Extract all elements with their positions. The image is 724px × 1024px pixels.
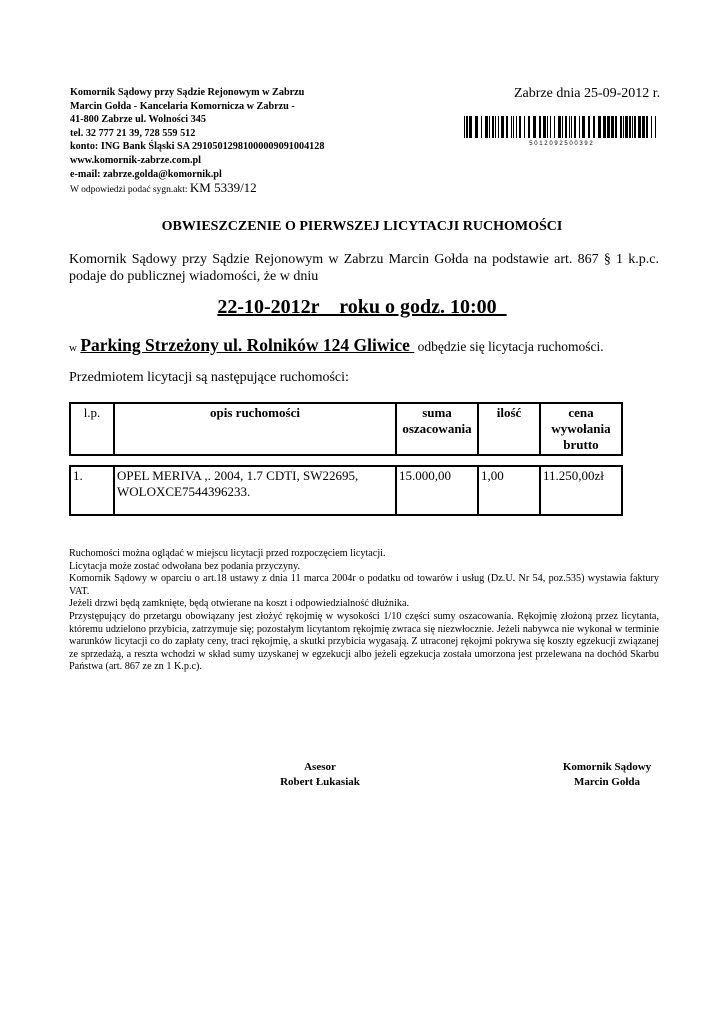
barcode-digits: 5 0 1 2 0 9 2 5 0 0 3 9 2 [529,141,593,146]
items-table-header [69,402,623,456]
barcode-bar [625,116,628,138]
letterhead-line: konto: ING Bank Śląski SA 29105012981000009091004128 [70,141,325,153]
place-prefix: w [69,342,77,354]
barcode-bar [642,116,645,138]
table-row [70,466,622,515]
barcode-bar [638,116,641,138]
barcode-bar [598,116,601,138]
document-date: Zabrze dnia 25-09-2012 r. [514,86,661,101]
barcode-bar [506,116,508,138]
signature-role: Komornik Sądowy [562,761,652,773]
barcode-bar [632,116,633,138]
signature-name: Marcin Gołda [573,776,641,788]
letterhead-line: e-mail: zabrze.golda@komornik.pl [70,168,222,180]
barcode-bar [558,116,561,138]
signature-assessor [230,760,410,790]
barcode [462,114,660,146]
cell-quantity: 1,00 [478,466,540,515]
barcode-bar [646,116,648,138]
signature-bailiff [532,760,682,790]
barcode-bar [501,116,504,138]
barcode-bar [513,116,514,138]
barcode-bar [492,116,494,138]
barcode-bar [543,116,546,138]
barcode-bar [533,116,536,138]
case-number: KM 5339/12 [189,180,257,196]
barcode-bar [565,116,567,138]
cell-price: 11.250,00zł [540,466,622,515]
barcode-bar [634,116,636,138]
barcode-bar [579,116,580,138]
barcode-bar [593,116,595,138]
auction-date-text: 22-10-2012r roku o godz. 10:00 [217,296,507,318]
header-valuation: suma oszacowania [396,403,478,455]
place-suffix: odbędzie się licytacja ruchomości. [417,339,604,354]
note-line: Przystępujący do przetargu obowiązany jest złożyć rękojmię w wysokości 1/10 części sumy oszacowania. Rękojmię złożoną przez licytanta, któremu udzielono przybicia, zatrzymuje się; pozostałym licytantom rękojmię zwraca się niezwłocznie. Jeżeli nabywca nie wykonał w terminie warunków licytacji co do zapłaty ceny, traci rękojmię, a skutki przybicia wygasają. Z utraconej rękojmi pokrywa się koszty egzekucji związanej ze sprzedażą, a reszta wchodzi w skład sumy uzyskanej w egzekucji albo jeżeli egzekucja została umorzona jest przelewana na dochód Skarbu Państwa (art. 867 ze zn 1 K.p.c). [69,610,659,673]
barcode-bar [481,116,482,138]
intro-paragraph: Komornik Sądowy przy Sądzie Rejonowym w Zabrzu Marcin Gołda na podstawie art. 867 § 1 k.p.c. podaje do publicznej wiadomości, że w dniu [69,252,659,284]
barcode-bar [629,116,631,138]
letterhead-line: tel. 32 777 21 39, 728 559 512 [70,127,196,139]
case-reference-label: W odpowiedzi podać sygn.akt: [70,185,188,196]
barcode-bar [511,116,512,138]
letterhead-line: Marcin Gołda - Kancelaria Komornicza w Zabrzu - [70,100,295,112]
cell-valuation: 15.000,00 [396,466,478,515]
document-title: OBWIESZCZENIE O PIERWSZEJ LICYTACJI RUCHOMOŚCI [161,219,563,234]
barcode-bar [571,116,572,138]
barcode-bar [547,116,548,138]
notes [69,548,659,674]
barcode-bar [519,116,521,138]
note-line: Jeżeli drzwi będą zamknięte, będą otwierane na koszt i odpowiedzialność dłużnika. [69,598,410,610]
items-table [69,465,623,516]
signature-role: Asesor [304,761,336,773]
letterhead [70,86,324,198]
note-line: Ruchomości można oglądać w miejscu licytacji przed rozpoczęciem licytacji. [69,548,386,559]
barcode-bar [623,116,624,138]
letterhead-line: www.komornik-zabrze.com.pl [70,154,202,166]
barcode-bar [615,116,617,138]
cell-description: OPEL MERIVA ,. 2004, 1.7 CDTI, SW22695, WOLOXCE7544396233. [114,466,396,515]
subject-intro: Przedmiotem licytacji są następujące ruchomości: [69,370,349,385]
barcode-bar [603,116,606,138]
barcode-bar [620,116,622,138]
barcode-bar [562,116,563,138]
header-lp: l.p. [70,403,114,455]
auction-place-line [69,335,604,356]
barcode-bar [651,116,652,138]
header-quantity: ilość [478,403,540,455]
auction-place: Parking Strzeżony ul. Rolników 124 Gliwice [80,335,415,355]
note-line: Licytacja może zostać odwołana bez podania przyczyny. [69,560,300,572]
case-reference [70,181,324,198]
header-price: cena wywołania brutto [540,403,622,455]
letterhead-line: 41-800 Zabrze ul. Wolności 345 [70,114,206,126]
barcode-bar [469,116,472,138]
auction-date [0,296,724,319]
barcode-bar [528,116,530,138]
barcode-bar [550,116,551,138]
barcode-bar [539,116,541,138]
barcode-bar [524,116,525,138]
signature-name: Robert Łukasiak [280,776,360,788]
barcode-bar [582,116,585,138]
barcode-bar [607,116,610,138]
barcode-bar [611,116,614,138]
barcode-bar [498,116,499,138]
barcode-bar [495,116,496,138]
barcode-bar [485,116,488,138]
barcode-bar [489,116,490,138]
barcode-bar [475,116,478,138]
barcode-bar [574,116,576,138]
header-description: opis ruchomości [114,403,396,455]
barcode-bar [464,116,465,138]
cell-lp: 1. [70,466,114,515]
barcode-bar [516,116,517,138]
note-line: Komornik Sądowy w oparciu o art.18 ustawy z dnia 11 marca 2004r o podatku od towarów i usług (Dz.U. Nr 54, poz.535) wystawia faktury VAT. [69,573,659,597]
barcode-bar [554,116,555,138]
barcode-bar [569,116,570,138]
barcode-bar [588,116,590,138]
barcode-bar [466,116,468,138]
barcode-bar [655,116,656,138]
letterhead-line: Komornik Sądowy przy Sądzie Rejonowym w Zabrzu [70,87,305,98]
